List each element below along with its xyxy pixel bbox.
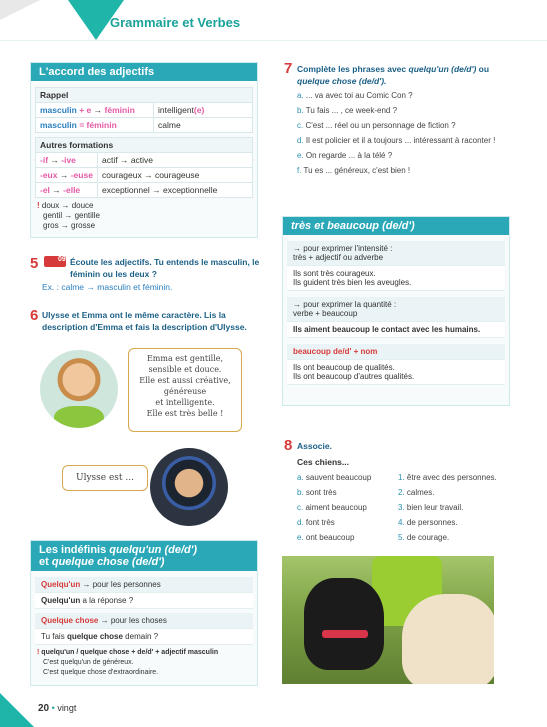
exercise-8-left-list: a. sauvent beaucoup b. sont très c. aiment beaucoup d. font très e. ont beaucoup — [297, 473, 372, 542]
form-eux-example: courageux → courageuse — [98, 168, 253, 183]
tres-rule-intensity: → pour exprimer l'intensité : très + adjectif ou adverbe — [287, 241, 505, 266]
form-if-example: actif → active — [98, 153, 253, 168]
section-title: Grammaire et Verbes — [110, 15, 241, 30]
indef-rule-personnes: Quelqu'un → pour les personnes — [35, 577, 253, 593]
header-divider — [0, 40, 547, 41]
indefinis-box — [30, 540, 258, 686]
exercise-6-instruction: Ulysse et Emma ont le même caractère. Lis la description d'Emma et fais la description d'Ulysse. — [42, 310, 247, 332]
beaucoup-de-rule: beaucoup de/d' + nom — [287, 344, 505, 360]
exercise-5-instruction: Écoute les adjectifs. Tu entends le masculin, le féminin ou les deux ? — [70, 257, 260, 279]
indef-example-personnes: Quelqu'un a la réponse ? — [35, 593, 253, 609]
emma-photo — [150, 448, 228, 526]
yellow-dog — [402, 594, 494, 684]
exercise-8-lead: Ces chiens... — [297, 457, 349, 467]
beaucoup-rule-quantity: → pour exprimer la quantité : verbe + beaucoup — [287, 297, 505, 322]
rule-example: intelligent(e) — [154, 103, 253, 118]
tres-examples: Ils sont très courageux. Ils guident très bien les aveugles. — [287, 266, 505, 291]
indef-notes: ! quelqu'un / quelque chose + de/d' + adjectif masculin C'est quelqu'un de généreux. C'est quelque chose d'extraordinaire. — [37, 649, 219, 676]
exercise-7-number: 7 — [284, 60, 293, 77]
exercise-5-number: 5 — [30, 255, 39, 272]
accord-title: L'accord des adjectifs — [31, 63, 257, 81]
rappel-heading: Rappel — [36, 88, 253, 103]
form-el: -el → -elle — [36, 183, 98, 198]
corner-decoration — [0, 0, 40, 20]
rule-masc-eq-fem: masculin = féminin — [36, 118, 154, 133]
form-if: -if → -ive — [36, 153, 98, 168]
audio-track-number: 096 — [58, 256, 70, 263]
ulysse-speech-bubble: Ulysse est ... — [62, 465, 148, 491]
rule-masc-fem: masculin + e → féminin — [36, 103, 154, 118]
rule-example-calme: calme — [154, 118, 253, 133]
emma-speech-bubble: Emma est gentille, sensible et douce. Elle est aussi créative, généreuse et intelligente. Elle est très belle ! — [128, 348, 242, 432]
black-dog — [304, 578, 384, 670]
footer-triangle — [0, 693, 34, 727]
exercise-7-instruction: Complète les phrases avec quelqu'un (de/d') ou quelque chose (de/d'). — [297, 64, 490, 86]
dog-collar — [322, 630, 368, 638]
irregular-notes: ! doux → douce gentil → gentille gros → grosse — [37, 201, 100, 230]
ulysse-photo — [40, 350, 118, 428]
form-el-example: exceptionnel → exceptionnelle — [98, 183, 253, 198]
form-eux: -eux → -euse — [36, 168, 98, 183]
accord-adjectifs-box — [30, 62, 258, 238]
indefinis-title: Les indéfinis quelqu'un (de/d') et quelque chose (de/d') — [31, 541, 257, 571]
page-number: 20 • vingt — [38, 703, 77, 714]
exercise-5-example: Ex. : calme → masculin et féminin. — [42, 282, 173, 292]
autres-formations-table — [35, 137, 253, 198]
rappel-table — [35, 87, 253, 133]
guide-dogs-photo — [282, 556, 494, 684]
exercise-8-right-list: 1. être avec des personnes. 2. calmes. 3. bien leur travail. 4. de personnes. 5. de courage. — [398, 473, 497, 542]
exercise-7-list: a. ... va avec toi au Comic Con ? b. Tu fais ... , ce week-end ? c. C'est ... réel ou un personnage de fiction ? d. Il est policier et il a toujours ... intéressant à raconter ! e. On regarde ... à la télé ? f. Tu es ... généreux, c'est bien ! — [297, 91, 496, 175]
exercise-6-number: 6 — [30, 307, 39, 324]
beaucoup-example: Ils aiment beaucoup le contact avec les humains. — [287, 322, 505, 338]
beaucoup-de-examples: Ils ont beaucoup de qualités. Ils ont beaucoup d'autres qualités. — [287, 360, 505, 385]
indef-rule-choses: Quelque chose → pour les choses — [35, 613, 253, 629]
tres-beaucoup-box — [282, 216, 510, 406]
exercise-8-title: Associe. — [297, 441, 332, 451]
tres-beaucoup-title: très et beaucoup (de/d') — [283, 217, 509, 235]
autres-heading: Autres formations — [36, 138, 253, 153]
indef-example-choses: Tu fais quelque chose demain ? — [35, 629, 253, 645]
exercise-8-number: 8 — [284, 437, 293, 454]
